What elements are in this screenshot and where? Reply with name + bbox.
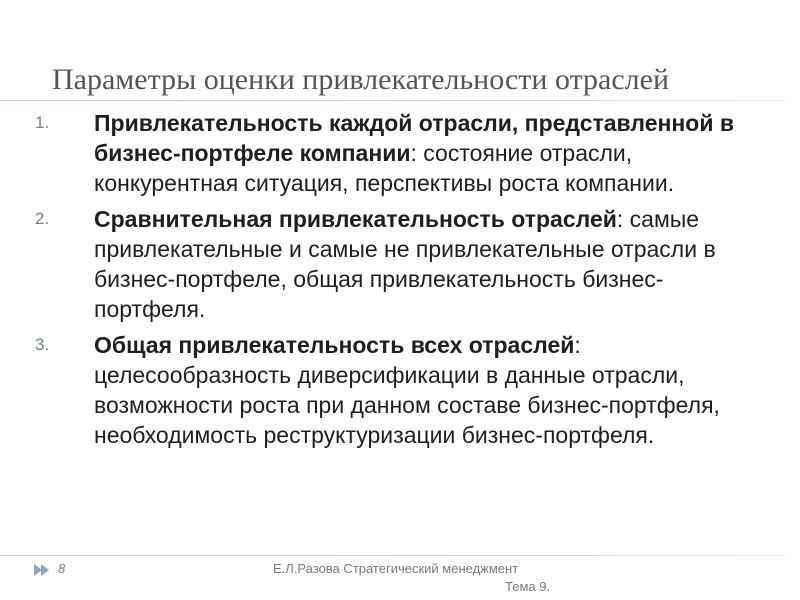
list-item-3 bbox=[30, 330, 770, 450]
list-item-description: : целесообразность диверсификации в данные отрасли, возможности роста при данном составе бизнес-портфеля, необходимость реструктуризации бизнес-портфеля. bbox=[94, 332, 720, 448]
list-item-heading: Общая привлекательность всех отраслей bbox=[94, 332, 575, 358]
list-item-description: : самые привлекательные и самые не привлекательные отрасли в бизнес-портфеле, общая привлекательность бизнес-портфеля. bbox=[94, 206, 716, 322]
list-item-text bbox=[94, 332, 720, 448]
list-item-number: 1. bbox=[35, 113, 50, 132]
list-item-heading: Привлекательность каждой отрасли, представленной в бизнес-портфеле компании bbox=[94, 110, 734, 166]
list-item-text bbox=[94, 110, 734, 196]
footer-topic: Тема 9. bbox=[505, 579, 551, 594]
list-item-text bbox=[94, 206, 716, 322]
slide-title: Параметры оценки привлекательности отраслей bbox=[52, 63, 670, 96]
page-number: 8 bbox=[58, 561, 66, 576]
footer-divider bbox=[0, 555, 785, 556]
list-item-number: 3. bbox=[35, 335, 50, 354]
title-divider bbox=[0, 100, 785, 101]
list-item-1 bbox=[30, 108, 770, 198]
list-item-heading: Сравнительная привлекательность отраслей bbox=[94, 206, 617, 232]
footer-author-course: Е.Л.Разова Стратегический менеджмент bbox=[273, 561, 519, 576]
list-item-description: : состояние отрасли, конкурентная ситуация, перспективы роста компании. bbox=[94, 140, 675, 196]
numbered-list bbox=[30, 108, 770, 456]
double-arrow-right-icon bbox=[33, 562, 51, 578]
list-item-2 bbox=[30, 204, 770, 324]
list-item-number: 2. bbox=[35, 209, 50, 228]
